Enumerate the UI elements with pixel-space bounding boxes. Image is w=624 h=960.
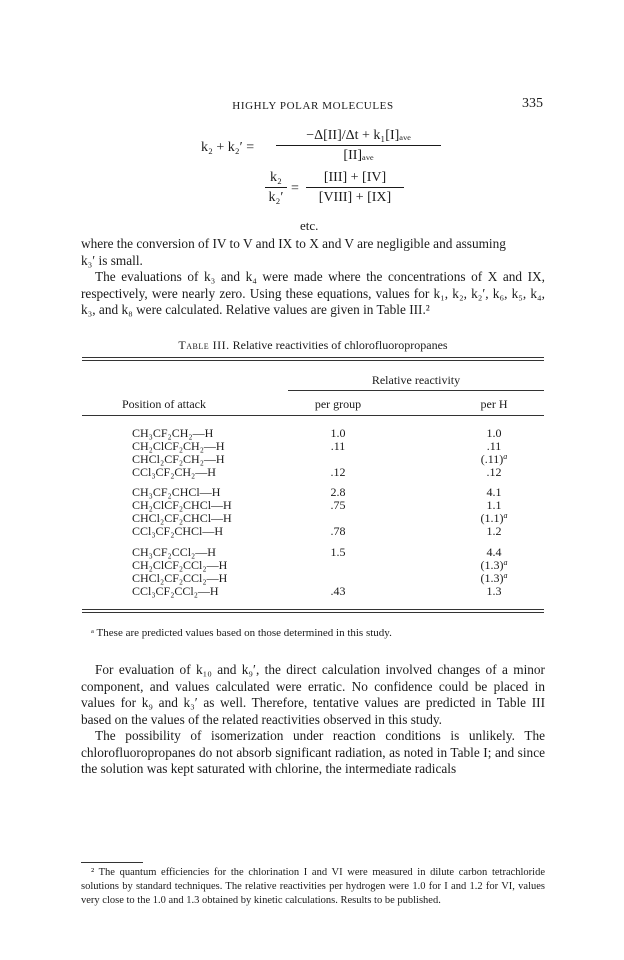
equation-ratio-right bbox=[306, 170, 404, 206]
paragraph-isomerization: The possibility of isomerization under reaction conditions is unlikely. The chlorofluoropropanes do not absorb significant radiation, as noted in Table I; and since the solution was kept saturated with chlorine, the intermediate radicals bbox=[81, 728, 545, 776]
table-group-rule bbox=[288, 390, 544, 391]
cell-per-h: 1.2 bbox=[486, 524, 502, 538]
cell-per-h: 1.1 bbox=[486, 498, 502, 512]
table-bottom-rule bbox=[82, 612, 544, 613]
cell-per-h: .11 bbox=[486, 439, 502, 453]
cell-position: CCl₃CF₂CCl₂—H bbox=[132, 584, 219, 598]
cell-position: CHCl₂CF₂CCl₂—H bbox=[132, 571, 228, 585]
equation-ratio-left bbox=[265, 170, 287, 206]
footnote-marker: a bbox=[503, 571, 508, 580]
cell-position: CHCl₂CF₂CHCl—H bbox=[132, 511, 232, 525]
cell-per-group: 2.8 bbox=[330, 485, 346, 499]
cell-per-group: 1.0 bbox=[330, 426, 346, 440]
cell-per-h: 4.4 bbox=[486, 545, 502, 559]
cell-position: CH₂ClCF₂CCl₂—H bbox=[132, 558, 228, 572]
cell-per-group: .12 bbox=[330, 465, 346, 479]
table-caption-text: Relative reactivities of chlorofluoropropanes bbox=[232, 338, 448, 352]
cell-per-h: $(1.3)^a$ bbox=[480, 571, 508, 585]
cell-per-group: 1.5 bbox=[330, 545, 346, 559]
cell-position: CHCl₂CF₂CH₂—H bbox=[132, 452, 225, 466]
equation-numerator: −Δ[II]/Δt + k₁[I]ₐᵥₑ bbox=[306, 128, 411, 143]
table-header-per-h: per H bbox=[480, 397, 508, 411]
cell-per-h: 1.3 bbox=[486, 584, 502, 598]
cell-position: CH₂ClCF₂CHCl—H bbox=[132, 498, 232, 512]
paragraph-conversion bbox=[81, 236, 545, 319]
paragraph-evaluations: The evaluations of k₃ and k₄ were made where the concentrations of X and IX, respectively, were nearly zero. Using these equations, values for k₁, k₂, k₂′, k₆, k₅, k₄, k₃, and k₈ were calculated. Relative values are given in Table III.² bbox=[81, 269, 545, 317]
cell-per-h: 4.1 bbox=[486, 485, 502, 499]
table-header-per-group: per group bbox=[314, 397, 362, 411]
table-header-position: Position of attack bbox=[122, 397, 206, 411]
cell-per-group: .75 bbox=[330, 498, 346, 512]
paragraph-tentative-values bbox=[81, 662, 545, 778]
paragraph-evaluation-k10: For evaluation of k₁₀ and k₉′, the direct calculation involved changes of a minor component, and values calculated were erratic. No confidence could be placed in values for k₉ and k₃′ as well. Therefore, tentative values are predicted in Table III based on the values of the related reactivities observed in this study. bbox=[81, 662, 545, 727]
equation-lhs: k₂ + k₂′ = bbox=[201, 140, 255, 155]
footnote-marker: a bbox=[503, 558, 508, 567]
table-row bbox=[132, 525, 544, 538]
equation-ratio-left-numerator: k₂ bbox=[270, 170, 282, 185]
table-footnote: ᵃ These are predicted values based on those determined in this study. bbox=[91, 627, 392, 639]
footnote-marker: a bbox=[503, 452, 508, 461]
cell-position: CH₃CF₂CCl₂—H bbox=[132, 545, 216, 559]
page-footnote: ² The quantum efficiencies for the chlorination I and VI were measured in dilute carbon tetrachloride solutions by standard techniques. The relative reactivities per hydrogen were 1.0 for I and 1.2 for VI, values very close to the 1.0 and 1.3 obtained by kinetic calculations. Results to be published. bbox=[81, 867, 545, 906]
cell-per-h: 1.0 bbox=[486, 426, 502, 440]
footnote-rule bbox=[81, 862, 143, 863]
equation-etc: etc. bbox=[300, 218, 319, 233]
cell-position: CCl₃CF₂CHCl—H bbox=[132, 524, 224, 538]
equation-fraction bbox=[276, 128, 441, 164]
cell-position: CH₃CF₂CH₂—H bbox=[132, 426, 214, 440]
paragraph-line: k₃′ is small. bbox=[81, 252, 143, 268]
table-row bbox=[132, 585, 544, 598]
equals-sign: = bbox=[291, 181, 299, 196]
page-number: 335 bbox=[522, 96, 543, 111]
table-row bbox=[132, 466, 544, 479]
cell-per-group: .43 bbox=[330, 584, 346, 598]
paragraph-line: where the conversion of IV to V and IX to X and V are negligible and assuming bbox=[81, 236, 506, 251]
cell-per-group: .78 bbox=[330, 524, 346, 538]
cell-per-h: $(1.1)^a$ bbox=[480, 511, 508, 525]
cell-per-h: $(1.3)^a$ bbox=[480, 558, 508, 572]
equation-ratio-left-denominator: k₂′ bbox=[265, 187, 287, 206]
table-top-rule bbox=[82, 360, 544, 361]
equation-ratio-right-denominator: [VIII] + [IX] bbox=[306, 187, 404, 206]
table-top-rule bbox=[82, 357, 544, 358]
cell-per-h: $(.11)^a$ bbox=[480, 452, 508, 466]
cell-position: CH₂ClCF₂CH₂—H bbox=[132, 439, 225, 453]
equation-ratio-right-numerator: [III] + [IV] bbox=[323, 170, 387, 185]
cell-position: CH₃CF₂CHCl—H bbox=[132, 485, 221, 499]
cell-per-group: .11 bbox=[330, 439, 346, 453]
table-bottom-rule bbox=[82, 609, 544, 610]
table-header-rule bbox=[82, 415, 544, 416]
cell-position: CCl₃CF₂CH₂—H bbox=[132, 465, 216, 479]
footnote-marker: a bbox=[503, 511, 508, 520]
table-caption-label: Table III. bbox=[178, 338, 230, 352]
table-caption bbox=[81, 338, 545, 353]
equation-denominator: [II]ₐᵥₑ bbox=[276, 145, 441, 164]
table-header-relative-reactivity: Relative reactivity bbox=[371, 373, 461, 387]
running-head: HIGHLY POLAR MOLECULES bbox=[232, 100, 394, 112]
cell-per-h: .12 bbox=[486, 465, 502, 479]
